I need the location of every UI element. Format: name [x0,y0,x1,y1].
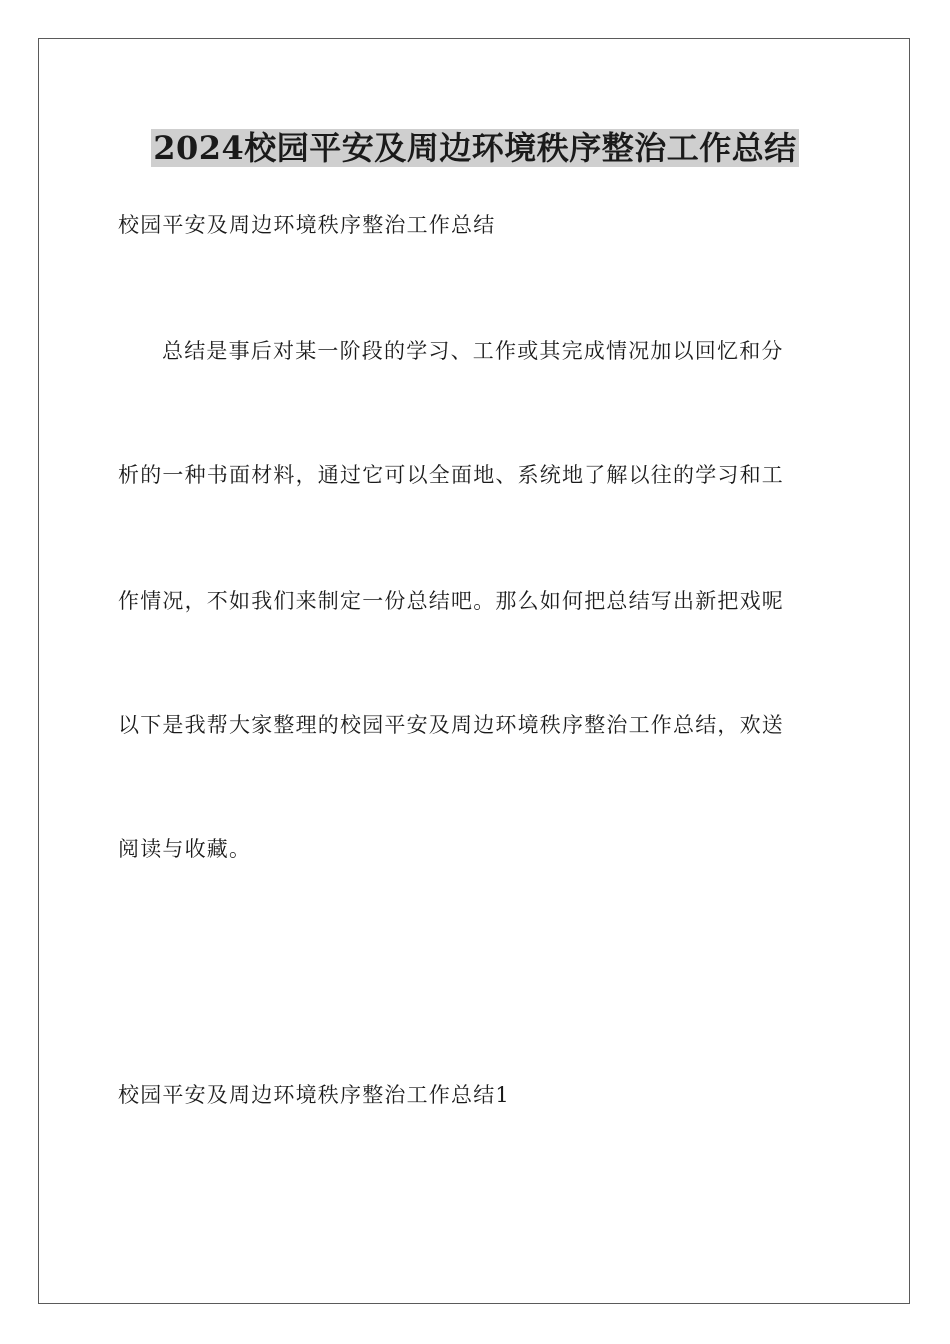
intro-line-1: 总结是事后对某一阶段的学习、工作或其完成情况加以回忆和分 [162,339,784,363]
intro-line-2: 析的一种书面材料，通过它可以全面地、系统地了解以往的学习和工 [118,463,784,487]
document-subtitle: 校园平安及周边环境秩序整治工作总结 [118,213,496,237]
intro-line-5: 阅读与收藏。 [118,837,252,861]
document-title [0,126,950,170]
document-title-text: 2024校园平安及周边环境秩序整治工作总结 [153,129,797,167]
section-heading: 校园平安及周边环境秩序整治工作总结1 [118,1083,510,1107]
intro-line-3: 作情况，不如我们来制定一份总结吧。那么如何把总结写出新把戏呢 [118,589,784,613]
intro-line-4: 以下是我帮大家整理的校园平安及周边环境秩序整治工作总结，欢送 [118,713,784,737]
